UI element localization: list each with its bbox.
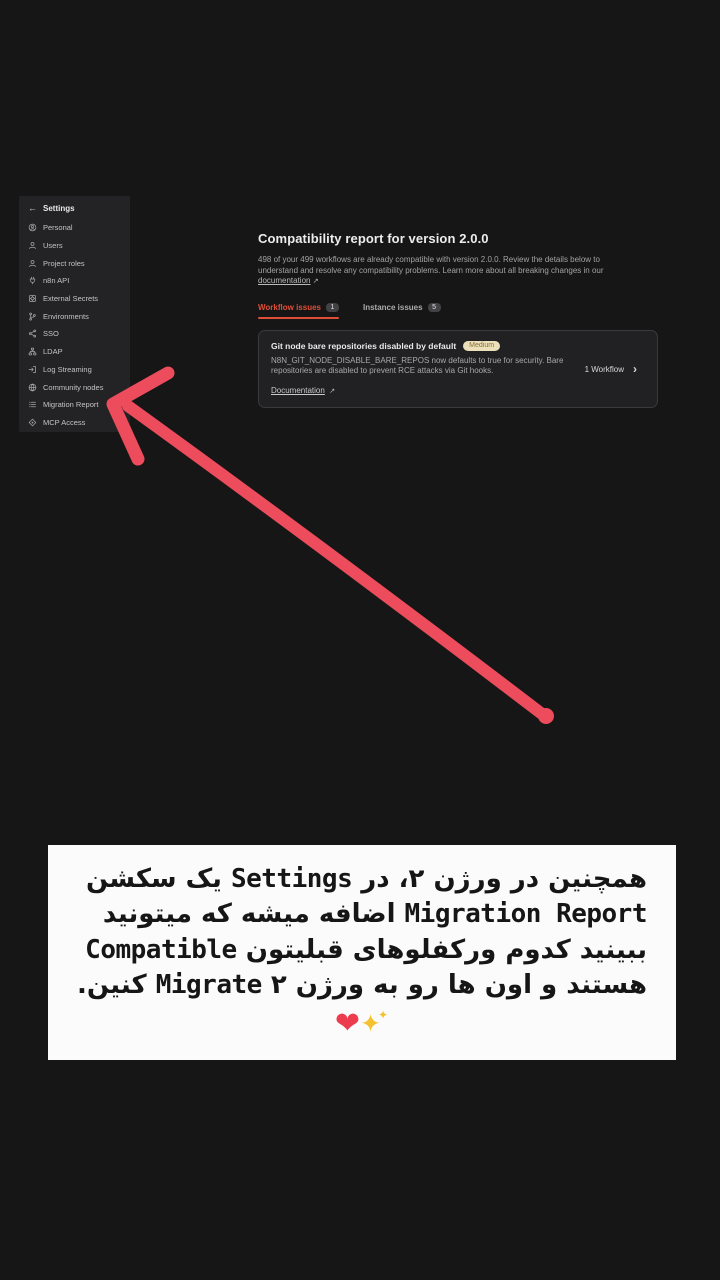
sidebar-item-label: Project roles: [43, 258, 85, 268]
sidebar-item-label: External Secrets: [43, 294, 99, 304]
user-icon: [28, 241, 37, 250]
caption-line: ببینید کدوم ورکفلوهای قبلیتون Compatible: [85, 934, 647, 965]
external-link-icon: ↗: [329, 387, 336, 395]
red-heart-icon: ❤: [334, 1005, 361, 1041]
caption-line: همچنین در ورژن ۲، در Settings یک سکشن: [85, 863, 647, 894]
workflow-count: 1 Workflow: [584, 364, 624, 374]
sidebar-item-community-nodes[interactable]: [28, 378, 126, 396]
tab-instance-issues[interactable]: [363, 303, 441, 319]
compatibility-report-panel: [258, 231, 660, 408]
sidebar-item-personal[interactable]: [28, 219, 126, 237]
caption-text: [77, 862, 647, 1004]
sidebar-item-label: Environments: [43, 311, 89, 321]
sidebar-item-label: SSO: [43, 329, 59, 339]
api-plug-icon: [28, 276, 37, 285]
sidebar-back-header[interactable]: [28, 203, 126, 213]
tab-workflow-issues[interactable]: [258, 303, 339, 319]
caption-line: Migration Report اضافه میشه که میتونید: [102, 899, 647, 929]
sidebar-item-label: Community nodes: [43, 382, 104, 392]
sidebar-item-external-secrets[interactable]: [28, 290, 126, 308]
sidebar-title: Settings: [43, 203, 75, 213]
globe-icon: [28, 383, 37, 392]
sidebar-item-project-roles[interactable]: [28, 254, 126, 272]
issue-description: N8N_GIT_NODE_DISABLE_BARE_REPOS now defaults to true for security. Bare repositories are disabled to prevent RCE attacks via Git hooks.: [271, 355, 564, 375]
sparkle-icon: ✦: [378, 1007, 389, 1022]
sidebar-item-migration-report[interactable]: [28, 396, 126, 414]
issue-card[interactable]: [258, 330, 658, 408]
back-arrow-icon: ←: [28, 203, 37, 213]
user-circle-icon: [28, 223, 37, 232]
documentation-link[interactable]: documentation: [258, 276, 311, 285]
sidebar-item-label: Log Streaming: [43, 364, 92, 374]
sidebar-item-n8n-api[interactable]: [28, 272, 126, 290]
sparkle-icon: ✦: [360, 1008, 382, 1038]
page-title: Compatibility report for version 2.0.0: [258, 231, 489, 246]
sidebar-item-label: MCP Access: [43, 417, 86, 427]
tab-count-badge: 1: [326, 303, 339, 312]
vault-icon: [28, 294, 37, 303]
severity-badge: Medium: [463, 341, 500, 351]
caption-emoji-line: [336, 1004, 388, 1044]
issue-title: Git node bare repositories disabled by default: [271, 340, 457, 351]
tab-count-badge: 5: [428, 303, 441, 312]
caption-line: هستند و اون ها رو به ورژن ۲ Migrate کنین.: [77, 970, 647, 1000]
chevron-right-icon: ›: [633, 362, 637, 376]
sidebar-item-label: Users: [43, 241, 63, 251]
sidebar-item-label: Personal: [43, 223, 73, 233]
issue-tabs: [258, 303, 660, 319]
share-nodes-icon: [28, 329, 37, 338]
tab-label: Workflow issues: [258, 302, 321, 312]
report-description-text: 498 of your 499 workflows are already compatible with version 2.0.0. Review the details below to understand and resolve any compatibility problems. Learn more about all breaking changes in our: [258, 255, 604, 275]
sidebar-item-label: LDAP: [43, 347, 63, 357]
tab-label: Instance issues: [362, 302, 423, 312]
user-role-icon: [28, 259, 37, 268]
issue-card-content: [271, 341, 585, 398]
mcp-icon: [28, 418, 37, 427]
git-branch-icon: [28, 312, 37, 321]
sidebar-item-label: n8n API: [43, 276, 70, 286]
external-link-icon: ↗: [312, 278, 319, 285]
sidebar-item-users[interactable]: [28, 237, 126, 255]
workflow-count-link[interactable]: [584, 362, 637, 376]
sidebar-item-label: Migration Report: [43, 400, 99, 410]
list-report-icon: [28, 400, 37, 409]
settings-sidebar: [19, 196, 130, 432]
report-description: [258, 255, 636, 288]
hierarchy-icon: [28, 347, 37, 356]
sidebar-item-ldap[interactable]: [28, 343, 126, 361]
sidebar-item-mcp-access[interactable]: [28, 414, 126, 432]
sidebar-item-environments[interactable]: [28, 307, 126, 325]
log-stream-icon: [28, 365, 37, 374]
sidebar-item-log-streaming[interactable]: [28, 361, 126, 379]
sidebar-item-sso[interactable]: [28, 325, 126, 343]
caption-box: [48, 845, 676, 1060]
issue-documentation-link[interactable]: Documentation: [271, 385, 325, 395]
